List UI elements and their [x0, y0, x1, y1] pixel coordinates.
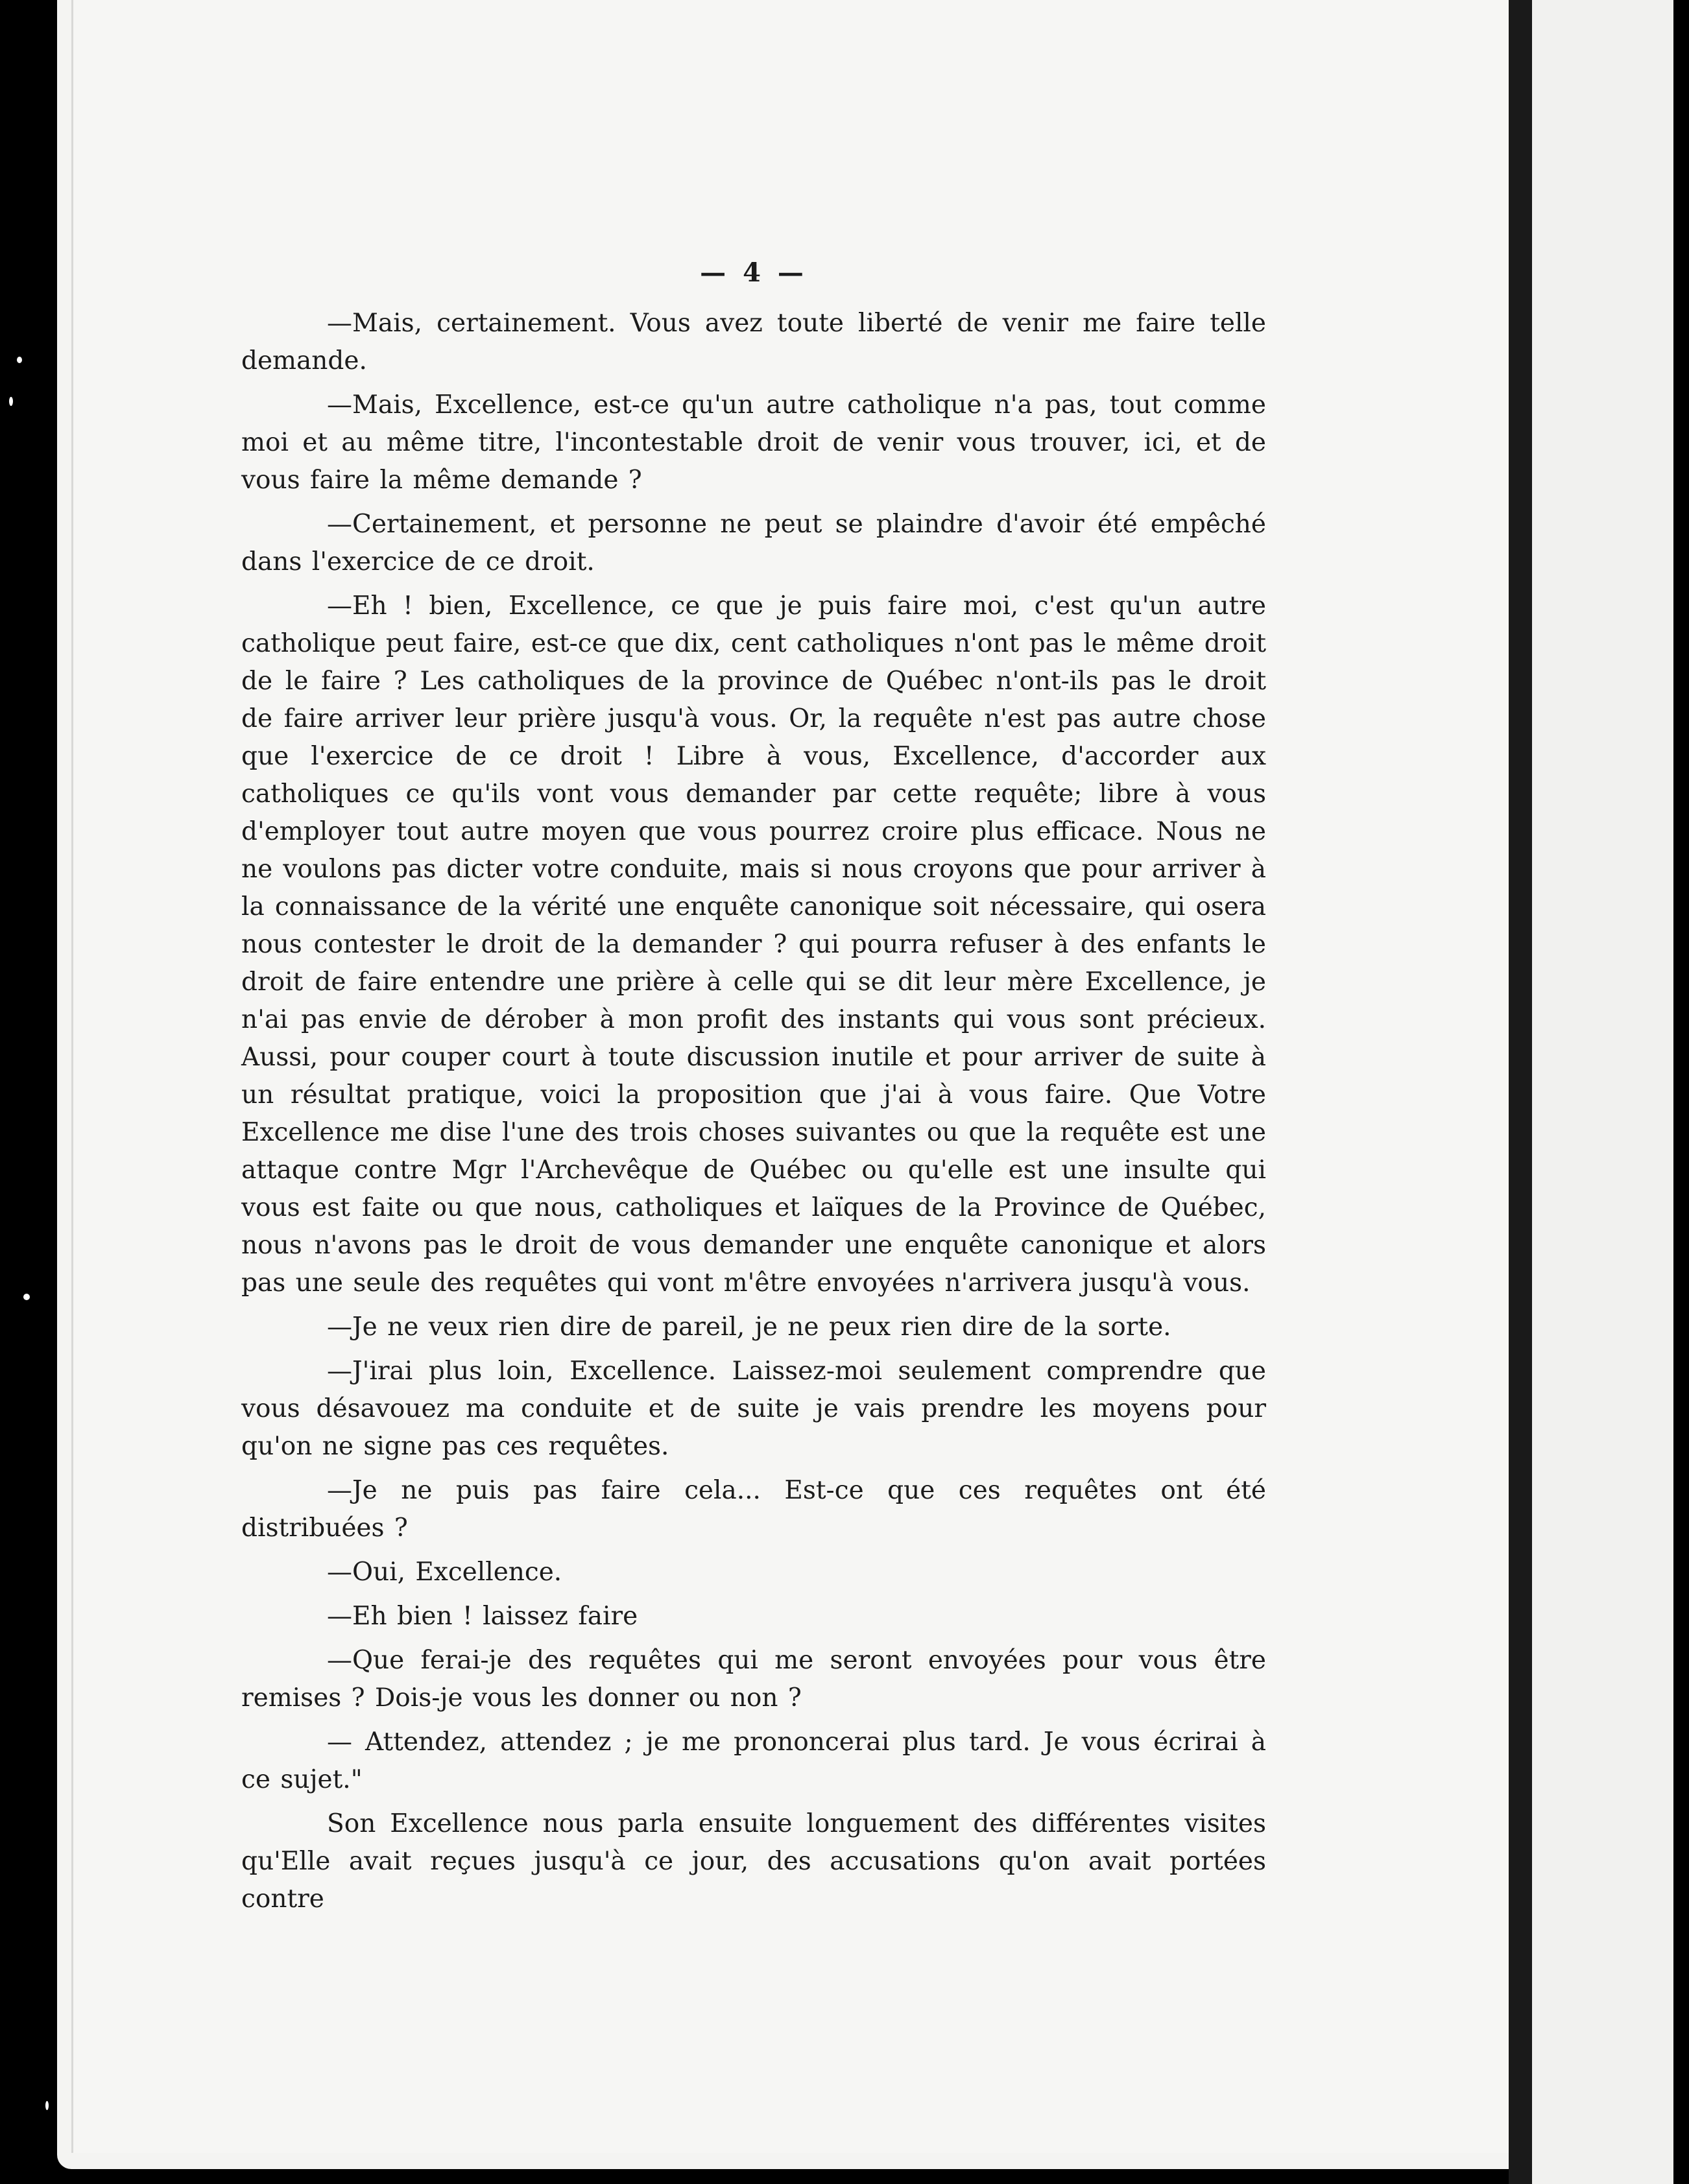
page-edge-rule: [1509, 0, 1532, 2184]
paragraph: —Eh bien ! laissez faire: [327, 1602, 638, 1631]
paragraph: —Je ne veux rien dire de pareil, je ne peux rien dire de la sorte.: [327, 1312, 1171, 1342]
document-body: [241, 254, 1266, 1925]
scan-speck: [45, 2101, 49, 2110]
paragraph: —Mais, certainement. Vous avez toute liberté de venir me faire telle demande.: [241, 309, 1266, 375]
paragraph: —Eh ! bien, Excellence, ce que je puis faire moi, c'est qu'un autre catholique peut faire, est-ce que dix, cent catholiques n'ont pas le même droit de le faire ? Les catholiques de la province de Québec n'ont-ils pas le droit de faire arriver leur prière jusqu'à vous. Or, la requête n'est pas autre chose que l'exercice de ce droit ! Libre à vous, Excellence, d'accorder aux catholiques ce qu'ils vont vous demander par cette requête; libre à vous d'employer tout autre moyen que vous pourrez croire plus efficace. Nous ne ne voulons pas dicter votre conduite, mais si nous croyons que pour arriver à la connaissance de la vérité une enquête canonique soit nécessaire, qui osera nous contester le droit de la demander ? qui pourra refuser à des enfants le droit de faire entendre une prière à celle qui se dit leur mère Excellence, je n'ai pas envie de dérober à mon profit des instants qui vous sont précieux. Aussi, pour couper court à toute discussion inutile et pour arriver de suite à un résultat pratique, voici la proposition que j'ai à vous faire. Que Votre Excellence me dise l'une des trois choses suivantes ou que la requête est une attaque contre Mgr l'Archevêque de Québec ou qu'elle est une insulte qui vous est faite ou que nous, catholiques et laïques de la Province de Québec, nous n'avons pas le droit de vous demander une enquête canonique et alors pas une seule des requêtes qui vont m'être envoyées n'arrivera jusqu'à vous.: [241, 591, 1266, 1298]
scan-speck: [17, 357, 22, 363]
paragraph: Son Excellence nous parla ensuite longuement des différentes visites qu'Elle avait reçues jusqu'à ce jour, des accusations qu'on avait portées contre: [241, 1809, 1266, 1914]
scan-speck: [9, 397, 13, 406]
paragraph: —Certainement, et personne ne peut se plaindre d'avoir été empêché dans l'exercice de ce droit.: [241, 510, 1266, 576]
page-number: — 4 —: [700, 257, 808, 288]
paragraph: —Que ferai-je des requêtes qui me seront envoyées pour vous être remises ? Dois-je vous les donner ou non ?: [241, 1646, 1266, 1713]
paragraph: — Attendez, attendez ; je me prononcerai plus tard. Je vous écrirai à ce sujet.": [241, 1727, 1266, 1794]
paragraph: —Je ne puis pas faire cela... Est-ce que ces requêtes ont été distribuées ?: [241, 1476, 1266, 1543]
paragraph: —Mais, Excellence, est-ce qu'un autre catholique n'a pas, tout comme moi et au même titre, l'incontestable droit de venir vous trouver, ici, et de vous faire la même demande ?: [241, 390, 1266, 495]
paragraph: —J'irai plus loin, Excellence. Laissez-moi seulement comprendre que vous désavouez ma conduite et de suite je vais prendre les moyens pour qu'on ne signe pas ces requêtes.: [241, 1357, 1266, 1461]
adjacent-page-strip: [1532, 0, 1673, 2184]
paragraph: —Oui, Excellence.: [327, 1558, 562, 1587]
scan-speck: [23, 1294, 30, 1300]
